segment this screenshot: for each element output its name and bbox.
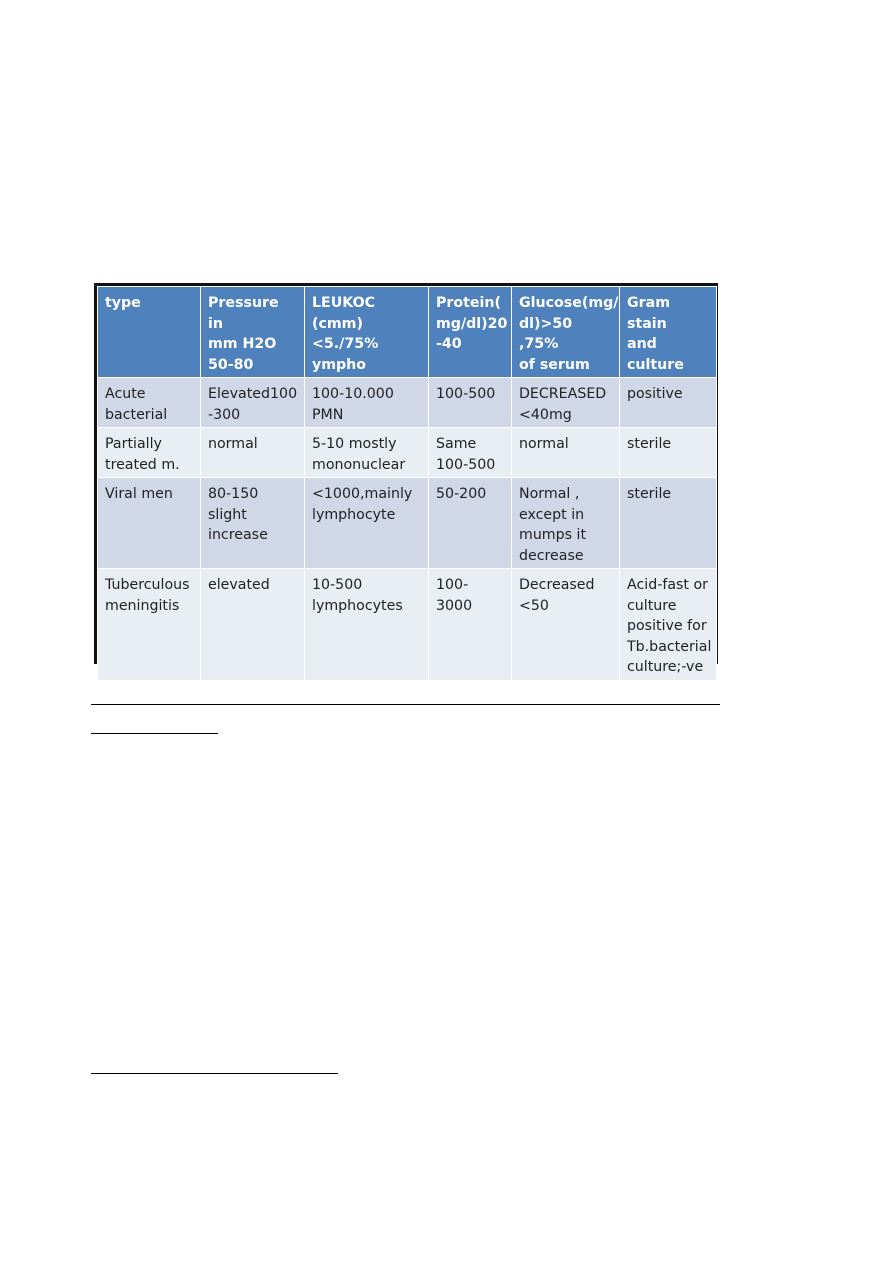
table-cell: elevated	[201, 569, 305, 681]
header-glucose: Glucose(mg/ dl)>50 ,75% of serum	[512, 287, 620, 378]
header-type: type	[98, 287, 201, 378]
csf-table	[97, 286, 717, 681]
table-cell: 100-3000	[429, 569, 512, 681]
table-cell: Same 100-500	[429, 428, 512, 478]
table-cell: 10-500 lymphocytes	[305, 569, 429, 681]
header-leukocytes: LEUKOC (cmm)<5./75% ympho	[305, 287, 429, 378]
header-pressure: Pressure in mm H2O 50-80	[201, 287, 305, 378]
table-header-row	[98, 287, 717, 378]
table-row	[98, 569, 717, 681]
table-cell: Acid-fast or culture positive for Tb.bacterial culture;-ve	[620, 569, 717, 681]
table-cell: Elevated100 -300	[201, 378, 305, 428]
table-cell: 100-10.000 PMN	[305, 378, 429, 428]
table-row	[98, 478, 717, 569]
table-cell: sterile	[620, 478, 717, 569]
horizontal-rule	[91, 704, 720, 705]
table-cell: Decreased <50	[512, 569, 620, 681]
underline-rule	[91, 733, 218, 734]
table-cell: sterile	[620, 428, 717, 478]
underline-rule	[91, 1073, 338, 1074]
table-cell: <1000,mainly lymphocyte	[305, 478, 429, 569]
table-cell: DECREASED <40mg	[512, 378, 620, 428]
table-cell: Partially treated m.	[98, 428, 201, 478]
table-row	[98, 378, 717, 428]
header-protein: Protein( mg/dl)20 -40	[429, 287, 512, 378]
csf-comparison-table	[94, 283, 718, 675]
table-cell: Normal , except in mumps it decrease	[512, 478, 620, 569]
table-cell: 80-150 slight increase	[201, 478, 305, 569]
table-cell: Tuberculous meningitis	[98, 569, 201, 681]
table-row	[98, 428, 717, 478]
table-cell: normal	[201, 428, 305, 478]
header-gram-stain: Gram stain and culture	[620, 287, 717, 378]
table-cell: normal	[512, 428, 620, 478]
table-cell: Viral men	[98, 478, 201, 569]
table-cell: positive	[620, 378, 717, 428]
table-cell: Acute bacterial	[98, 378, 201, 428]
table-cell: 50-200	[429, 478, 512, 569]
table-cell: 100-500	[429, 378, 512, 428]
table-cell: 5-10 mostly mononuclear	[305, 428, 429, 478]
